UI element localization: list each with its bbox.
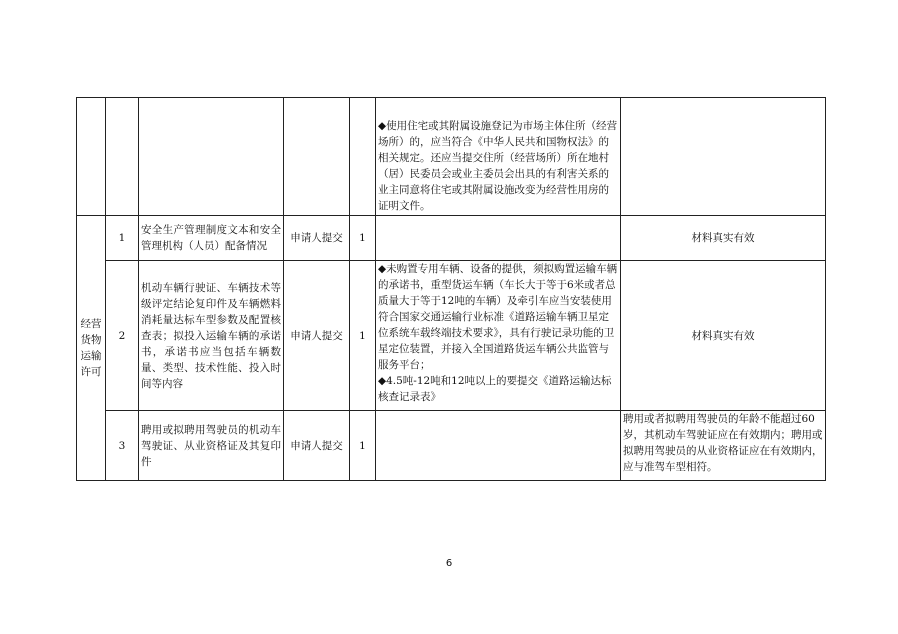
table-row — [77, 216, 826, 261]
submission-method — [284, 98, 350, 216]
copy-count: 1 — [350, 216, 376, 261]
material-name: 安全生产管理制度文本和安全管理机构（人员）配备情况 — [139, 216, 284, 261]
page-number: 6 — [445, 558, 453, 569]
requirement: 材料真实有效 — [621, 216, 826, 261]
category-cell: 经营货物运输许可 — [77, 216, 106, 481]
requirement: 聘用或者拟聘用驾驶员的年龄不能超过60岁，其机动车驾驶证应在有效期内；聘用或拟聘用驾驶员的从业资格证应在有效期内，应与准驾车型相符。 — [621, 411, 826, 481]
material-note — [376, 216, 621, 261]
row-number — [106, 98, 139, 216]
material-note — [376, 261, 621, 411]
copy-count — [350, 98, 376, 216]
category-cell-top — [77, 98, 106, 216]
note-bullet: ◆未购置专用车辆、设备的提供，须拟购置运输车辆的承诺书，重型货运车辆（车长大于等于6米或者总质量大于等于12吨的车辆）及牵引车应当安装使用符合国家交通运输行业标准《道路运输车辆卫星定位系统车载终端技术要求》，具有行驶记录功能的卫星定位装置，并接入全国道路货运车辆公共监管与服务平台； — [378, 263, 618, 371]
table-row — [77, 261, 826, 411]
materials-table — [76, 97, 826, 481]
submission-method: 申请人提交 — [284, 261, 350, 411]
material-name — [139, 98, 284, 216]
submission-method: 申请人提交 — [284, 411, 350, 481]
copy-count: 1 — [350, 411, 376, 481]
row-number: 2 — [106, 261, 139, 411]
table-row — [77, 98, 826, 216]
note-bullet: ◆4.5吨-12吨和12吨以上的要提交《道路运输达标核查记录表》 — [378, 375, 612, 403]
material-note — [376, 411, 621, 481]
row-number: 1 — [106, 216, 139, 261]
submission-method: 申请人提交 — [284, 216, 350, 261]
table-row — [77, 411, 826, 481]
requirement — [621, 98, 826, 216]
row-number: 3 — [106, 411, 139, 481]
material-note: ◆使用住宅或其附属设施登记为市场主体住所（经营场所）的，应当符合《中华人民共和国物权法》的相关规定。还应当提交住所（经营场所）所在地村（居）民委员会或业主委员会出具的有利害关系的业主同意将住宅或其附属设施改变为经营性用房的证明文件。 — [376, 98, 621, 216]
material-name: 聘用或拟聘用驾驶员的机动车驾驶证、从业资格证及其复印件 — [139, 411, 284, 481]
material-name: 机动车辆行驶证、车辆技术等级评定结论复印件及车辆燃料消耗量达标车型参数及配置核查表；拟投入运输车辆的承诺书，承诺书应当包括车辆数量、类型、技术性能、投入时间等内容 — [139, 261, 284, 411]
copy-count: 1 — [350, 261, 376, 411]
requirement: 材料真实有效 — [621, 261, 826, 411]
